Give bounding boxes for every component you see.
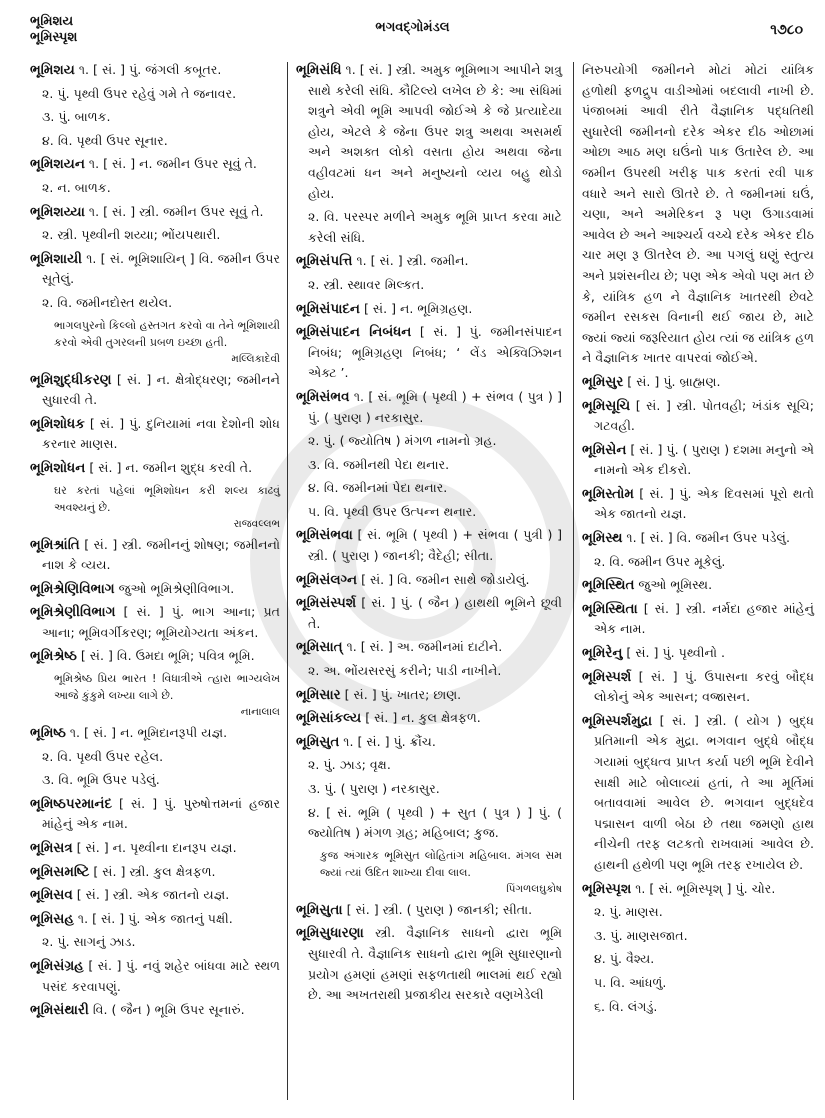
dictionary-entry: [30, 723, 280, 744]
definition-text: ૪. પું. વૈશ્ય.: [594, 951, 655, 967]
dictionary-entry: [30, 646, 280, 667]
definition-text: [ સં. ] પું. ખાતર; છાણ.: [340, 686, 462, 702]
headword: ભૂમિશાયી: [30, 250, 83, 267]
dictionary-entry: [296, 387, 562, 428]
definition-text: ૩. પું. ( પુરાણ ) નરકાસુર.: [308, 781, 440, 796]
citation-quote: [296, 847, 562, 881]
definition-text: ૧. [ સં. ] પું. જંગલી કબૂતર.: [74, 62, 222, 77]
dictionary-entry: [30, 458, 280, 479]
definition-text: ૧. [ સં. ] ન. ભૂમિદાનરૂપી યજ્ઞ.: [65, 725, 228, 741]
headword: ભૂમિશોધક: [30, 415, 85, 432]
definition-text: જુઓ ભૂમિસ્થ.: [634, 577, 713, 593]
definition-text: [ સં. ] ન. પૃથ્વીના દાનરૂપ યજ્ઞ.: [72, 840, 237, 856]
headword: ભૂમિસુધારણા: [296, 925, 364, 942]
entry-sense: [582, 552, 814, 573]
definition-text: ૩. વિ. ભૂમિ ઉપર પડેલું.: [42, 772, 160, 788]
book-title: ભગવદ્ગોમંડલ: [375, 20, 450, 35]
headword: ભૂમિસુર: [582, 373, 624, 390]
dictionary-entry: [30, 414, 280, 455]
definition-text: ૨. પું. સાગનું ઝાડ.: [42, 934, 136, 950]
entry-sense: [296, 431, 562, 452]
definition-text: રાજવલ્લભ: [233, 517, 280, 530]
definition-text: ૨. વિ. પૃથ્વી ઉપર રહેલ.: [42, 748, 164, 764]
definition-text: ૬. વિ. લંગડું.: [594, 998, 658, 1014]
dictionary-entry: [296, 685, 562, 706]
column-divider: [573, 62, 574, 1100]
dictionary-entry: [582, 528, 814, 549]
dictionary-entry: [296, 708, 562, 729]
headword: ભૂમિસ્થ: [582, 530, 623, 547]
definition-text: ૧. [ સં. ] સ્ત્રી. જમીન.: [352, 253, 469, 269]
definition-text: ૫. વિ. પૃથ્વી ઉપર ઉત્પન્ન થનાર.: [308, 503, 477, 519]
dictionary-entry: [582, 484, 814, 525]
headword: ભૂમિસંપાદન નિબંધન: [296, 324, 412, 341]
column-2: [296, 60, 562, 1009]
citation-source: [30, 351, 280, 367]
entry-sense: [296, 779, 562, 800]
definition-text: [ સં. ] ન. ભૂમિગ્રહણ.: [360, 300, 473, 316]
headword: ભૂમિસમષ્ટિ: [30, 863, 90, 880]
guide-word-last: ભૂમિસ્પૃશ: [30, 30, 78, 45]
definition-text: જુઓ ભૂમિશ્રેણીવિભાગ.: [114, 580, 235, 596]
entry-sense: [296, 502, 562, 523]
definition-text: ૨. વિ. જમીનદોસ્ત થયેલ.: [42, 294, 173, 310]
definition-text: ભૂમિશ્રેષ્ઠ પ્રિય ભારત ! વિધાત્રીએ ત્હારા ભાગ્યલેખ આજે કુંકુમે લખ્યા લાગે છે.: [54, 672, 280, 703]
dictionary-entry: [582, 396, 814, 437]
definition-text: [ સં. ] પું. પૃથ્વીનો .: [622, 645, 725, 661]
headword: ભૂમિસ્પર્શ: [582, 668, 632, 685]
definition-text: મલ્લિકાદેવી: [231, 352, 280, 365]
dictionary-entry: [30, 249, 280, 290]
dictionary-entry: [30, 885, 280, 906]
definition-text: ભાગલપુરનો કિલ્લો હસ્તગત કરવો વા તેને ભૂમિશાયી કરવો એવી તુગરલની પ્રબળ ઇચ્છા હતી.: [54, 318, 280, 349]
citation-quote: [30, 317, 280, 351]
definition-text: [ સં. ] પું. જમીનસંપાદન નિબંધ; ભૂમિગ્રહણ નિબંધ; ‘ લેંડ એક્વિઝિશન એક્ટ ’.: [308, 324, 563, 381]
definition-text: ૧. [ સં. ] ન. જમીન ઉપર સૂવું તે.: [84, 156, 257, 172]
guide-word-first: ભૂમિશય: [30, 14, 74, 29]
definition-text: ૩. પું. માણસજાત.: [594, 927, 688, 943]
dictionary-entry: [582, 372, 814, 393]
headword: ભૂમિસ્તોમ: [582, 485, 634, 502]
dictionary-entry: [30, 60, 280, 81]
definition-text: [ સં. ] પું. બ્રાહ્મણ.: [623, 373, 721, 389]
dictionary-entry: [582, 667, 814, 708]
definition-text: ૧. [ સં. ] પું. એક જાતનું પક્ષી.: [73, 910, 233, 926]
definition-text: ૪. [ સં. ભૂમિ ( પૃથ્વી ) + સુત ( પુત્ર ) ] પું. ( જ્યોતિષ ) મંગળ ગ્રહ; મહિબાલ; કુજ.: [308, 804, 562, 841]
headword: ભૂમિસેન: [582, 441, 627, 458]
definition-text: ૨. પું. ( જ્યોતિષ ) મંગળ નામનો ગ્રહ.: [308, 433, 497, 449]
dictionary-entry: [296, 570, 562, 591]
definition-text: [ સં. ] પું. ઉપાસના કરવું બૌદ્ધ લોકોનું એક આસન; વજ્રાસન.: [594, 668, 814, 705]
dictionary-entry: [296, 525, 562, 566]
dictionary-entry: [582, 440, 814, 481]
definition-text: સ્ત્રી. વૈજ્ઞાનિક સાધનો દ્વારા ભૂમિ સુધારવી તે. વૈજ્ઞાનિક સાધનો દ્વારા ભૂમિ સુધારણાનો પ્રયોગ હમણાં હમણાં સફળતાથી ભાલમાં થઈ રહ્યો છે. આ અખતરાથી પ્રજાકીય સરકારે વણખેડેલી: [308, 925, 562, 1003]
definition-text: [ સં. ] સ્ત્રી. નર્મદા હજાર માંહેનું એક નામ.: [594, 600, 814, 637]
citation-quote: [30, 670, 280, 704]
entry-sense: [30, 770, 280, 791]
definition-text: ૪. વિ. જમીનમાં પેદા થનાર.: [308, 480, 448, 496]
headword: ભૂમિસંપાદન: [296, 300, 360, 317]
entry-sense: [30, 84, 280, 105]
headword: ભૂમિશ્રેણિવિભાગ: [30, 580, 115, 597]
entry-sense: [296, 275, 562, 296]
headword: ભૂમિશય: [30, 62, 75, 78]
dictionary-entry: [296, 60, 562, 204]
entry-sense: [296, 803, 562, 844]
headword: ભૂમિસાંકલ્ય: [296, 710, 362, 727]
dictionary-entry: [30, 154, 280, 175]
entry-sense: [30, 293, 280, 314]
headword: ભૂમિસવ: [30, 887, 73, 904]
headword: ભૂમિસુતા: [296, 901, 343, 918]
definition-text: [ સં. ] સ્ત્રી. પોતવહી; ખંડાંક સૂચિ; ગટવહી.: [594, 397, 814, 434]
headword: ભૂમિસ્પૃશ: [582, 880, 632, 897]
definition-text: [ સં. ] પું. ( જૈન ) હાથથી ભૂમિને છૂવી તે.: [308, 595, 562, 631]
entry-sense: [582, 997, 814, 1018]
definition-text: ૨. વિ. પરસ્પર મળીને અમુક ભૂમિ પ્રાપ્ત કરવા માટે કરેલી સંધિ.: [308, 209, 562, 245]
definition-text: ૩. વિ. જમીનથી પેદા થનાર.: [308, 456, 450, 472]
dictionary-entry: [30, 838, 280, 859]
headword: ભૂમિસંથારી: [30, 1002, 89, 1019]
headword: ભૂમિસંભવા: [296, 527, 353, 544]
definition-text: [ સં. ] ન. ક્ષેત્રોદ્ધરણ; જમીનને સુધારવી તે.: [42, 371, 280, 408]
definition-text: ૧. [ સં. ] સ્ત્રી. જમીન ઉપર સૂવું તે.: [84, 203, 264, 219]
definition-text: [ સં. ] પું. પુરુષોત્તમનાં હજાર માંહેનું એક નામ.: [42, 795, 280, 832]
definition-text: [ સં. ] ન. જમીન શુદ્ધ કરવી તે.: [85, 459, 253, 475]
headword: ભૂમિશયન: [30, 156, 85, 173]
headword: ભૂમિરેનુ: [582, 645, 623, 662]
dictionary-entry: [296, 637, 562, 658]
definition-text: ૨. અ. ભોંયસરસું કરીને; પાડી નાખીને.: [308, 663, 502, 679]
page-number: ૧૭૮૦: [770, 22, 803, 38]
entry-sense: [296, 207, 562, 248]
entry-sense: [296, 478, 562, 499]
definition-text: [ સં. ] પું. ( પુરાણ ) દશમા મનુનો એ નામનો એક દીકરો.: [594, 441, 815, 478]
definition-text: [ સં. ] ન. કુલ ક્ષેત્રફળ.: [361, 710, 481, 726]
entry-sense: [582, 949, 814, 970]
dictionary-entry: [582, 599, 814, 640]
definition-text: [ સં. ] પું. ભાગ આના; પ્રત આના; ભૂમિવર્ગીકરણ; ભૂમિયોગ્યતા અંકન.: [42, 604, 280, 640]
citation-source: [30, 704, 280, 720]
dictionary-entry: [30, 202, 280, 223]
definition-text: ૨. ન. બાળક.: [42, 179, 111, 195]
definition-text: ૨. પું. ઝાડ; વૃક્ષ.: [308, 757, 391, 773]
entry-sense: [30, 107, 280, 128]
definition-text: ૨. સ્ત્રી. સ્થાવર મિલ્કત.: [308, 276, 425, 292]
definition-text: ૧. [ સં. ] પું. ક્રૌંચ.: [339, 733, 436, 749]
entry-sense: [582, 926, 814, 947]
dictionary-entry: [582, 575, 814, 596]
dictionary-entry: [582, 879, 814, 900]
dictionary-entry: [296, 593, 562, 634]
headword: ભૂમિસંધિ: [296, 62, 342, 78]
definition-text: ૧. [ સં. ભૂમિ ( પૃથ્વી ) + સંભવ ( પુત્ર ) ] પું. ( પુરાણ ) નરકાસુર.: [308, 388, 562, 425]
dictionary-entry: [296, 900, 562, 921]
definition-text: પિંગળલઘુકોષ: [506, 882, 562, 895]
headword: ભૂમિસત્ર: [30, 840, 73, 857]
definition-text: નાનાલાલ: [240, 706, 280, 719]
definition-text: નિરુપયોગી જમીનને મોટાં મોટાં યાંત્રિક હળોથી ફળદ્રુપ વાડીઓમાં બદલાવી નાખી છે. પંજાબમાં આવી રીતે વૈજ્ઞાનિક પદ્ધતિથી સુધારેલી જમીનનો દરેક એકર દીઠ ઓછામાં ઓછા આઠ મણ ઘઉંનો પાક ઉતારેલ છે. આ જમીન ઉપરથી ખરીફ પાક કરતાં રવી પાક વધારે અને સારો ઊતરે છે. તે જમીનમાં ઘઉં, ચણા, અને અમેરિકન રૂ પણ ઉગાડવામાં આવેલ છે અને આશ્ચર્ય વચ્ચે દરેક એકર દીઠ ચાર મણ રૂ ઊતરેલ છે. આ પગલું ઘણું સ્તુત્ય અને પ્રશંસનીય છે; પણ એક એવો પણ મત છે કે, યાંત્રિક હળ ને વૈજ્ઞાનિક ખાતરથી છેવટે જમીન રસકસ વિનાની થઈ જાય છે, માટે જ્યાં જ્યાં જરૂરિયાત હોય ત્યાં જ યાંત્રિક હળ ને વૈજ્ઞાનિક ખાતર વાપરવાં જોઈએ.: [582, 62, 814, 366]
headword: ભૂમિસ્થિત: [582, 577, 635, 594]
definition-text: ૨. સ્ત્રી. પૃથ્વીની શય્યા; ભોંયપથારી.: [42, 227, 221, 243]
entry-sense: [30, 225, 280, 246]
definition-text: [ સં. ] સ્ત્રી. એક જાતનો યજ્ઞ.: [72, 887, 230, 903]
definition-text: ઘર કરતાં પહેલાં ભૂમિશોધન કરી શલ્ય કાઢવું અવશ્યનું છે.: [54, 483, 280, 514]
definition-text: કુજ અંગારક ભૂમિસુત લોહિતાંગ મહિબાલ. મંગલ સમ જ્યાં ત્યાં ઉદિત શાખ્યા દીવા લાલ.: [320, 848, 562, 879]
definition-text: [ સં. ] વિ. ઉમદા ભૂમિ; પવિત્ર ભૂમિ.: [76, 648, 255, 664]
headword: ભૂમિસંસ્પર્શ: [296, 595, 357, 612]
definition-text: ૩. પું. બાળક.: [42, 109, 111, 125]
dictionary-entry: [30, 862, 280, 883]
definition-text: [ સં. ] સ્ત્રી. જમીનનું શોષણ; જમીનનો નાશ કે વ્યય.: [42, 536, 280, 573]
headword: ભૂમિસંભવ: [296, 388, 350, 405]
headword: ભૂમિશય્યા: [30, 203, 85, 220]
definition-text: [ સં. ] સ્ત્રી. ( પુરાણ ) જાનકી; સીતા.: [342, 901, 533, 917]
dictionary-entry: [30, 1000, 280, 1021]
definition-text: ૧. [ સં. ] અ. જમીનમાં દાટીને.: [342, 639, 503, 655]
entry-sense: [296, 455, 562, 476]
entry-continuation: [582, 60, 814, 369]
definition-text: ૧. [ સં. ભૂમિશાયિન્ ] વિ. જમીન ઉપર સૂતેલું.: [42, 250, 280, 287]
entry-sense: [30, 747, 280, 768]
dictionary-entry: [296, 322, 562, 384]
headword: ભૂમિષ્ઠ: [30, 725, 66, 742]
headword: ભૂમિશોધન: [30, 459, 86, 476]
dictionary-entry: [296, 299, 562, 320]
definition-text: [ સં. ] પું. એક દિવસમાં પૂરો થતો એક જાતનો યજ્ઞ.: [594, 485, 814, 522]
dictionary-entry: [296, 251, 562, 272]
dictionary-entry: [582, 643, 814, 664]
citation-source: [30, 516, 280, 532]
entry-sense: [30, 131, 280, 152]
headword: ભૂમિસ્થિતા: [582, 600, 638, 617]
headword: ભૂમિસંપત્તિ: [296, 253, 353, 270]
citation-quote: [30, 482, 280, 516]
headword: ભૂમિષ્ઠપરમાનંદ: [30, 795, 113, 812]
definition-text: વિ. ( જૈન ) ભૂમિ ઉપર સૂનારું.: [88, 1002, 245, 1018]
entry-sense: [582, 902, 814, 923]
definition-text: [ સં. ] પું. દુનિયામાં નવા દેશોની શોધ કરનાર માણસ.: [42, 415, 280, 452]
dictionary-entry: [30, 909, 280, 930]
headword: ભૂમિસહ: [30, 910, 74, 927]
headword: ભૂમિસુત: [296, 733, 340, 750]
definition-text: ૪. વિ. પૃથ્વી ઉપર સૂનાર.: [42, 132, 168, 148]
headword: ભૂમિસૂચિ: [582, 397, 631, 414]
headword: ભૂમિસંગ્રહ: [30, 958, 84, 974]
citation-source: [296, 881, 562, 897]
entry-sense: [296, 661, 562, 682]
column-1: [30, 60, 280, 1024]
dictionary-entry: [30, 602, 280, 643]
definition-text: ૨. પું. માણસ.: [594, 904, 663, 920]
dictionary-entry: [296, 923, 562, 1005]
headword: ભૂમિશુદ્ધીકરણ: [30, 371, 112, 388]
dictionary-entry: [296, 732, 562, 753]
dictionary-entry: [30, 794, 280, 835]
definition-text: ૧. [ સં. ] સ્ત્રી. અમુક ભૂમિભાગ આપીને શત્રુ સાથે કરેલી સંધિ. કૌટિલ્યે લખેલ છે કે: આ સંધિમાં શત્રુને એવી ભૂમિ આપવી જોઈએ કે જે પ્રત્યાદેયા હોય, એટલે કે જેના ઉપર શત્રુ અથવા અસમર્થ અને અશક્ત લોકો વસતા હોય અથવા જેના વહીવટમાં ધન અને મનુષ્યનો વ્યય બહુ થોડો હોય.: [308, 62, 562, 201]
definition-text: ૧. [ સં. ] વિ. જમીન ઉપર પડેલું.: [622, 530, 790, 546]
entry-sense: [296, 755, 562, 776]
definition-text: ૫. વિ. આંધળું.: [594, 974, 667, 990]
definition-text: [ સં. ] સ્ત્રી. કુલ ક્ષેત્રફળ.: [89, 863, 216, 879]
definition-text: ૧. [ સં. ભૂમિસ્પૃશ્ ] પું. ચોર.: [631, 880, 776, 896]
entry-sense: [30, 178, 280, 199]
entry-sense: [582, 973, 814, 994]
headword: ભૂમિશ્રાંતિ: [30, 536, 80, 553]
definition-text: [ સં. ] પું. નવું શહેર બાંધવા માટે સ્થળ પસંદ કરવાપણું.: [42, 958, 280, 994]
dictionary-entry: [582, 711, 814, 876]
dictionary-entry: [30, 579, 280, 600]
definition-text: [ સં. ] સ્ત્રી. ( યોગ ) બુદ્ધ પ્રતિમાની એક મુદ્રા. ભગવાન બુદ્ધે બૌદ્ધ ગયામાં બુદ્ધત્વ પ્રાપ્ત કર્યા પછી ભૂમિ દેવીને સાક્ષી માટે બોલાવ્યાં હતાં, તે આ મૂર્તિમાં બતાવવામાં આવેલ છે. ભગવાન બુદ્ધદેવ પદ્માસન વાળી બેઠા છે તથા જમણો હાથ નીચેની તરફ લટકતો રાખવામાં આવેલ છે. હાથની હથેળી પણ ભૂમિ તરફ રખાયેલ છે.: [594, 712, 814, 872]
headword: ભૂમિસ્પર્શમુદ્રા: [582, 712, 653, 729]
entry-sense: [30, 932, 280, 953]
dictionary-entry: [30, 535, 280, 576]
definition-text: [ સં. ] વિ. જમીન સાથે જોડાયેલું.: [357, 571, 530, 587]
headword: ભૂમિશ્રેણીવિભાગ: [30, 604, 116, 621]
dictionary-entry: [30, 370, 280, 411]
headword: ભૂમિસંલગ્ન: [296, 571, 358, 588]
definition-text: ૨. વિ. જમીન ઉપર મૂકેલું.: [594, 553, 726, 569]
headword: ભૂમિસાત્: [296, 639, 343, 656]
headword: ભૂમિસાર: [296, 686, 341, 703]
column-3: [582, 60, 814, 1020]
headword: ભૂમિશ્રેષ્ઠ: [30, 648, 77, 665]
column-divider: [287, 62, 288, 1100]
dictionary-entry: [30, 956, 280, 997]
definition-text: ૨. પું. પૃથ્વી ઉપર રહેવું ગમે તે જનાવર.: [42, 85, 237, 101]
definition-text: [ સં. ભૂમિ ( પૃથ્વી ) + સંભવા ( પુત્રી ) ] સ્ત્રી. ( પુરાણ ) જાનકી; વૈદેહી; સીતા.: [308, 527, 562, 564]
